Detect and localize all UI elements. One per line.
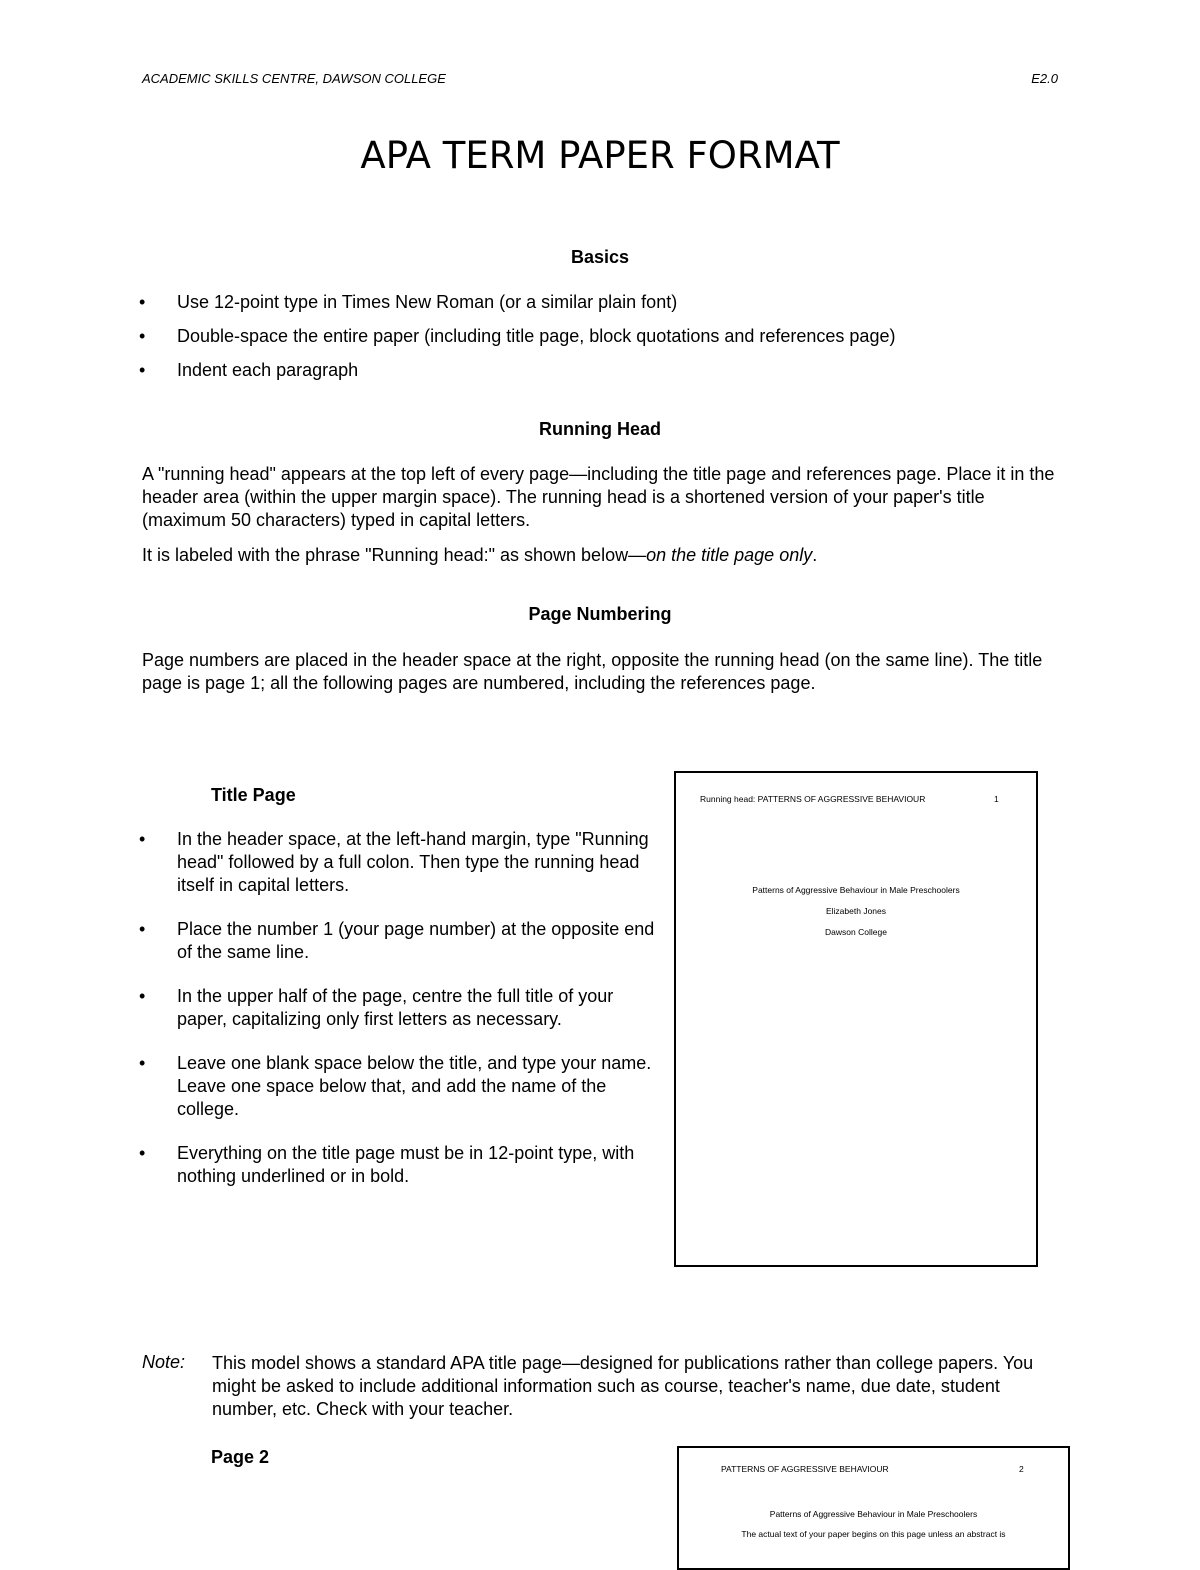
basics-heading: Basics: [570, 247, 630, 267]
list-item: • Place the number 1 (your page number) at the opposite end of the same line.: [142, 918, 657, 964]
sample-2-paper-title: Patterns of Aggressive Behaviour in Male Preschoolers: [769, 1509, 978, 1519]
sample-page-number: 1: [994, 794, 999, 804]
sample-2-running-head: PATTERNS OF AGGRESSIVE BEHAVIOUR: [721, 1464, 889, 1474]
basics-list: [142, 291, 1092, 382]
note-label: Note:: [142, 1352, 186, 1372]
list-item: • Use 12-point type in Times New Roman (or a similar plain font): [142, 291, 1092, 314]
sample-author: Elizabeth Jones: [825, 906, 886, 916]
list-item: • Double-space the entire paper (including title page, block quotations and references page): [142, 325, 1092, 348]
emphasis-text: on the title page only: [646, 545, 813, 565]
paragraph-text: It is labeled with the phrase "Running head:" as shown below—: [142, 545, 647, 565]
note-text: This model shows a standard APA title page—designed for publications rather than college papers. You might be asked to include additional information such as course, teacher's name, due date, student number, etc. Check with your teacher.: [212, 1353, 1034, 1419]
sample-running-head: Running head: PATTERNS OF AGGRESSIVE BEHAVIOUR: [700, 794, 926, 804]
sample-title-page: [674, 771, 1038, 1267]
sample-paper-title: Patterns of Aggressive Behaviour in Male Preschoolers: [752, 885, 960, 895]
sample-college: Dawson College: [825, 927, 887, 937]
page-2-heading: Page 2: [211, 1447, 270, 1467]
list-item: • Leave one blank space below the title, and type your name. Leave one space below that, and add the name of the college.: [142, 1052, 657, 1121]
list-item: • In the header space, at the left-hand margin, type "Running head" followed by a full colon. Then type the running head itself in capital letters.: [142, 828, 657, 897]
page-numbering-heading: Page Numbering: [528, 604, 672, 624]
title-page-list: [142, 828, 657, 1188]
list-item: • Indent each paragraph: [142, 359, 1092, 382]
running-head-heading: Running Head: [539, 419, 661, 439]
sample-2-page-number: 2: [1019, 1464, 1024, 1474]
title-page-heading: Title Page: [211, 785, 296, 805]
document-header-left: ACADEMIC SKILLS CENTRE, DAWSON COLLEGE: [142, 71, 446, 86]
page-title: APA TERM PAPER FORMAT: [360, 134, 840, 177]
paragraph-end: .: [812, 545, 818, 565]
running-head-label-paragraph: [142, 544, 1057, 567]
page-numbering-paragraph: Page numbers are placed in the header space at the right, opposite the running head (on the same line). The title page is page 1; all the following pages are numbered, including the references page.: [142, 650, 1043, 693]
list-item: • In the upper half of the page, centre the full title of your paper, capitalizing only first letters as necessary.: [142, 985, 657, 1031]
document-code: E2.0: [1031, 71, 1058, 86]
sample-page-2: [677, 1446, 1070, 1570]
sample-2-text-line: The actual text of your paper begins on this page unless an abstract is: [741, 1529, 1006, 1539]
running-head-paragraph: A "running head" appears at the top left of every page—including the title page and references page. Place it in the header area (within the upper margin space). The running head is a shortened version of your paper's title (maximum 50 characters) typed in capital letters.: [142, 464, 1055, 530]
list-item: • Everything on the title page must be in 12-point type, with nothing underlined or in bold.: [142, 1142, 657, 1188]
